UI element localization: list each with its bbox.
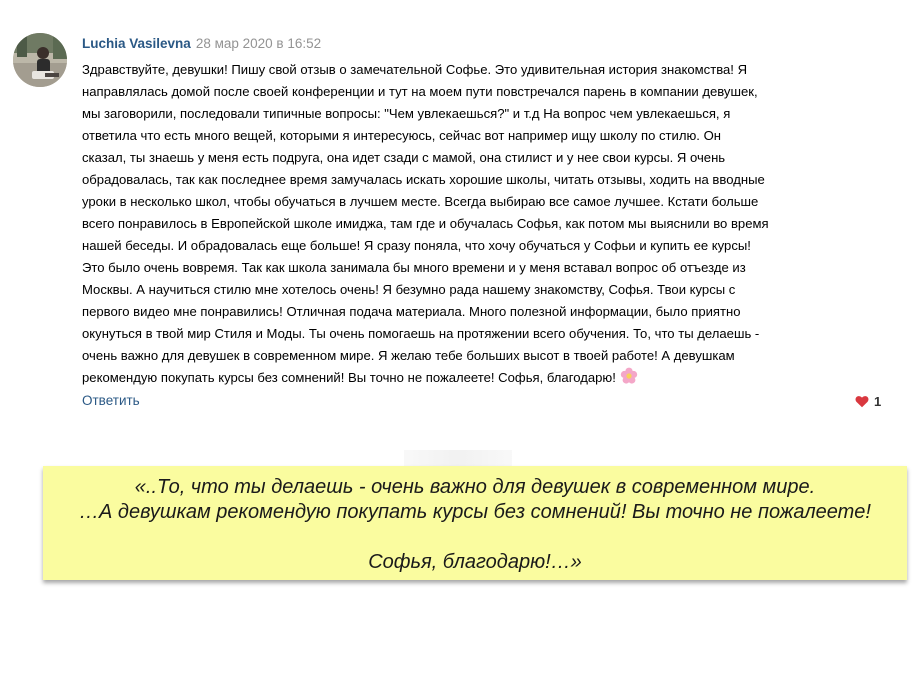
quote-line: …А девушкам рекомендую покупать курсы без сомнений! Вы точно не пожалеете! (79, 501, 871, 523)
comment-text-line: Москвы. А научиться стилю мне хотелось очень! Я безумно рада нашему знакомству, Софья. Твои курсы с (82, 282, 736, 297)
reply-link[interactable]: Ответить (82, 393, 140, 408)
comment-text-line: мы заговорили, последовали типичные вопросы: "Чем увлекаешься?" и т.д На вопрос чем увлекаешься, я (82, 106, 731, 121)
comment-text-line: Здравствуйте, девушки! Пишу свой отзыв о замечательной Софье. Это удивительная история знакомства! Я (82, 62, 748, 77)
comment-text-line: ответила что есть много вещей, которыми я интересуюсь, сейчас вот например ищу школу по стилю. Он (82, 128, 721, 143)
comment-text-line: первого видео мне понравились! Отличная подача материала. Много полезной информации, было приятно (82, 304, 741, 319)
author-name-link[interactable]: Luchia Vasilevna (82, 36, 191, 51)
like-count: 1 (874, 394, 882, 409)
quote-spacer (43, 525, 907, 550)
author-avatar[interactable] (13, 33, 67, 87)
heart-icon (855, 395, 869, 408)
comment-text-line: обрадовалась, так как последнее время замучалась искать хорошие школы, читать отзывы, ходить на вводные (82, 172, 765, 187)
comment-text-line: окунуться в твой мир Стиля и Моды. Ты очень помогаешь на протяжении всего обучения. То, что ты делаешь - (82, 326, 760, 341)
comment-text-line: Это было очень вовремя. Так как школа занимала бы много времени и у меня вставал вопрос об отъезде из (82, 260, 746, 275)
comment-text-line: всего понравилось в Европейской школе имиджа, там где и обучалась Софья, как потом мы выяснили во время (82, 216, 769, 231)
quote-callout (43, 466, 907, 580)
comment-date[interactable]: 28 мар 2020 в 16:52 (195, 36, 322, 51)
quote-line: «..То, что ты делаешь - очень важно для девушек в современном мире. (134, 476, 816, 498)
comment-text-line: нашей беседы. И обрадовалась еще больше! Я сразу поняла, что хочу обучаться у Софьи и купить ее курсы! (82, 238, 751, 253)
pink-flower-icon (620, 367, 638, 385)
quote-line: Софья, благодарю!…» (368, 551, 582, 573)
comment-text-line: направлялась домой после своей конференции и тут на моем пути повстречался парень в компании девушек, (82, 84, 758, 99)
comment-text-line: сказал, ты знаешь у меня есть подруга, она идет сзади с мамой, она стилист и у нее свои курсы. Я очень (82, 150, 726, 165)
comment-text-line: очень важно для девушек в современном мире. Я желаю тебе больших высот в твоей работе! А девушкам (82, 348, 735, 363)
comment-header (82, 36, 321, 52)
comment-text-line: уроки в несколько школ, чтобы обучаться в лучшем месте. Всегда выбираю все самое лучшее. Кстати больше (82, 194, 759, 209)
divider-strip (404, 450, 512, 466)
like-button[interactable] (855, 394, 881, 409)
avatar-photo-icon (13, 33, 67, 87)
comment-text-line-last-text: рекомендую покупать курсы без сомнений! Вы точно не пожалеете! Софья, благодарю! (82, 370, 616, 385)
comment-text (82, 59, 872, 389)
comment-text-line-last (82, 367, 872, 389)
